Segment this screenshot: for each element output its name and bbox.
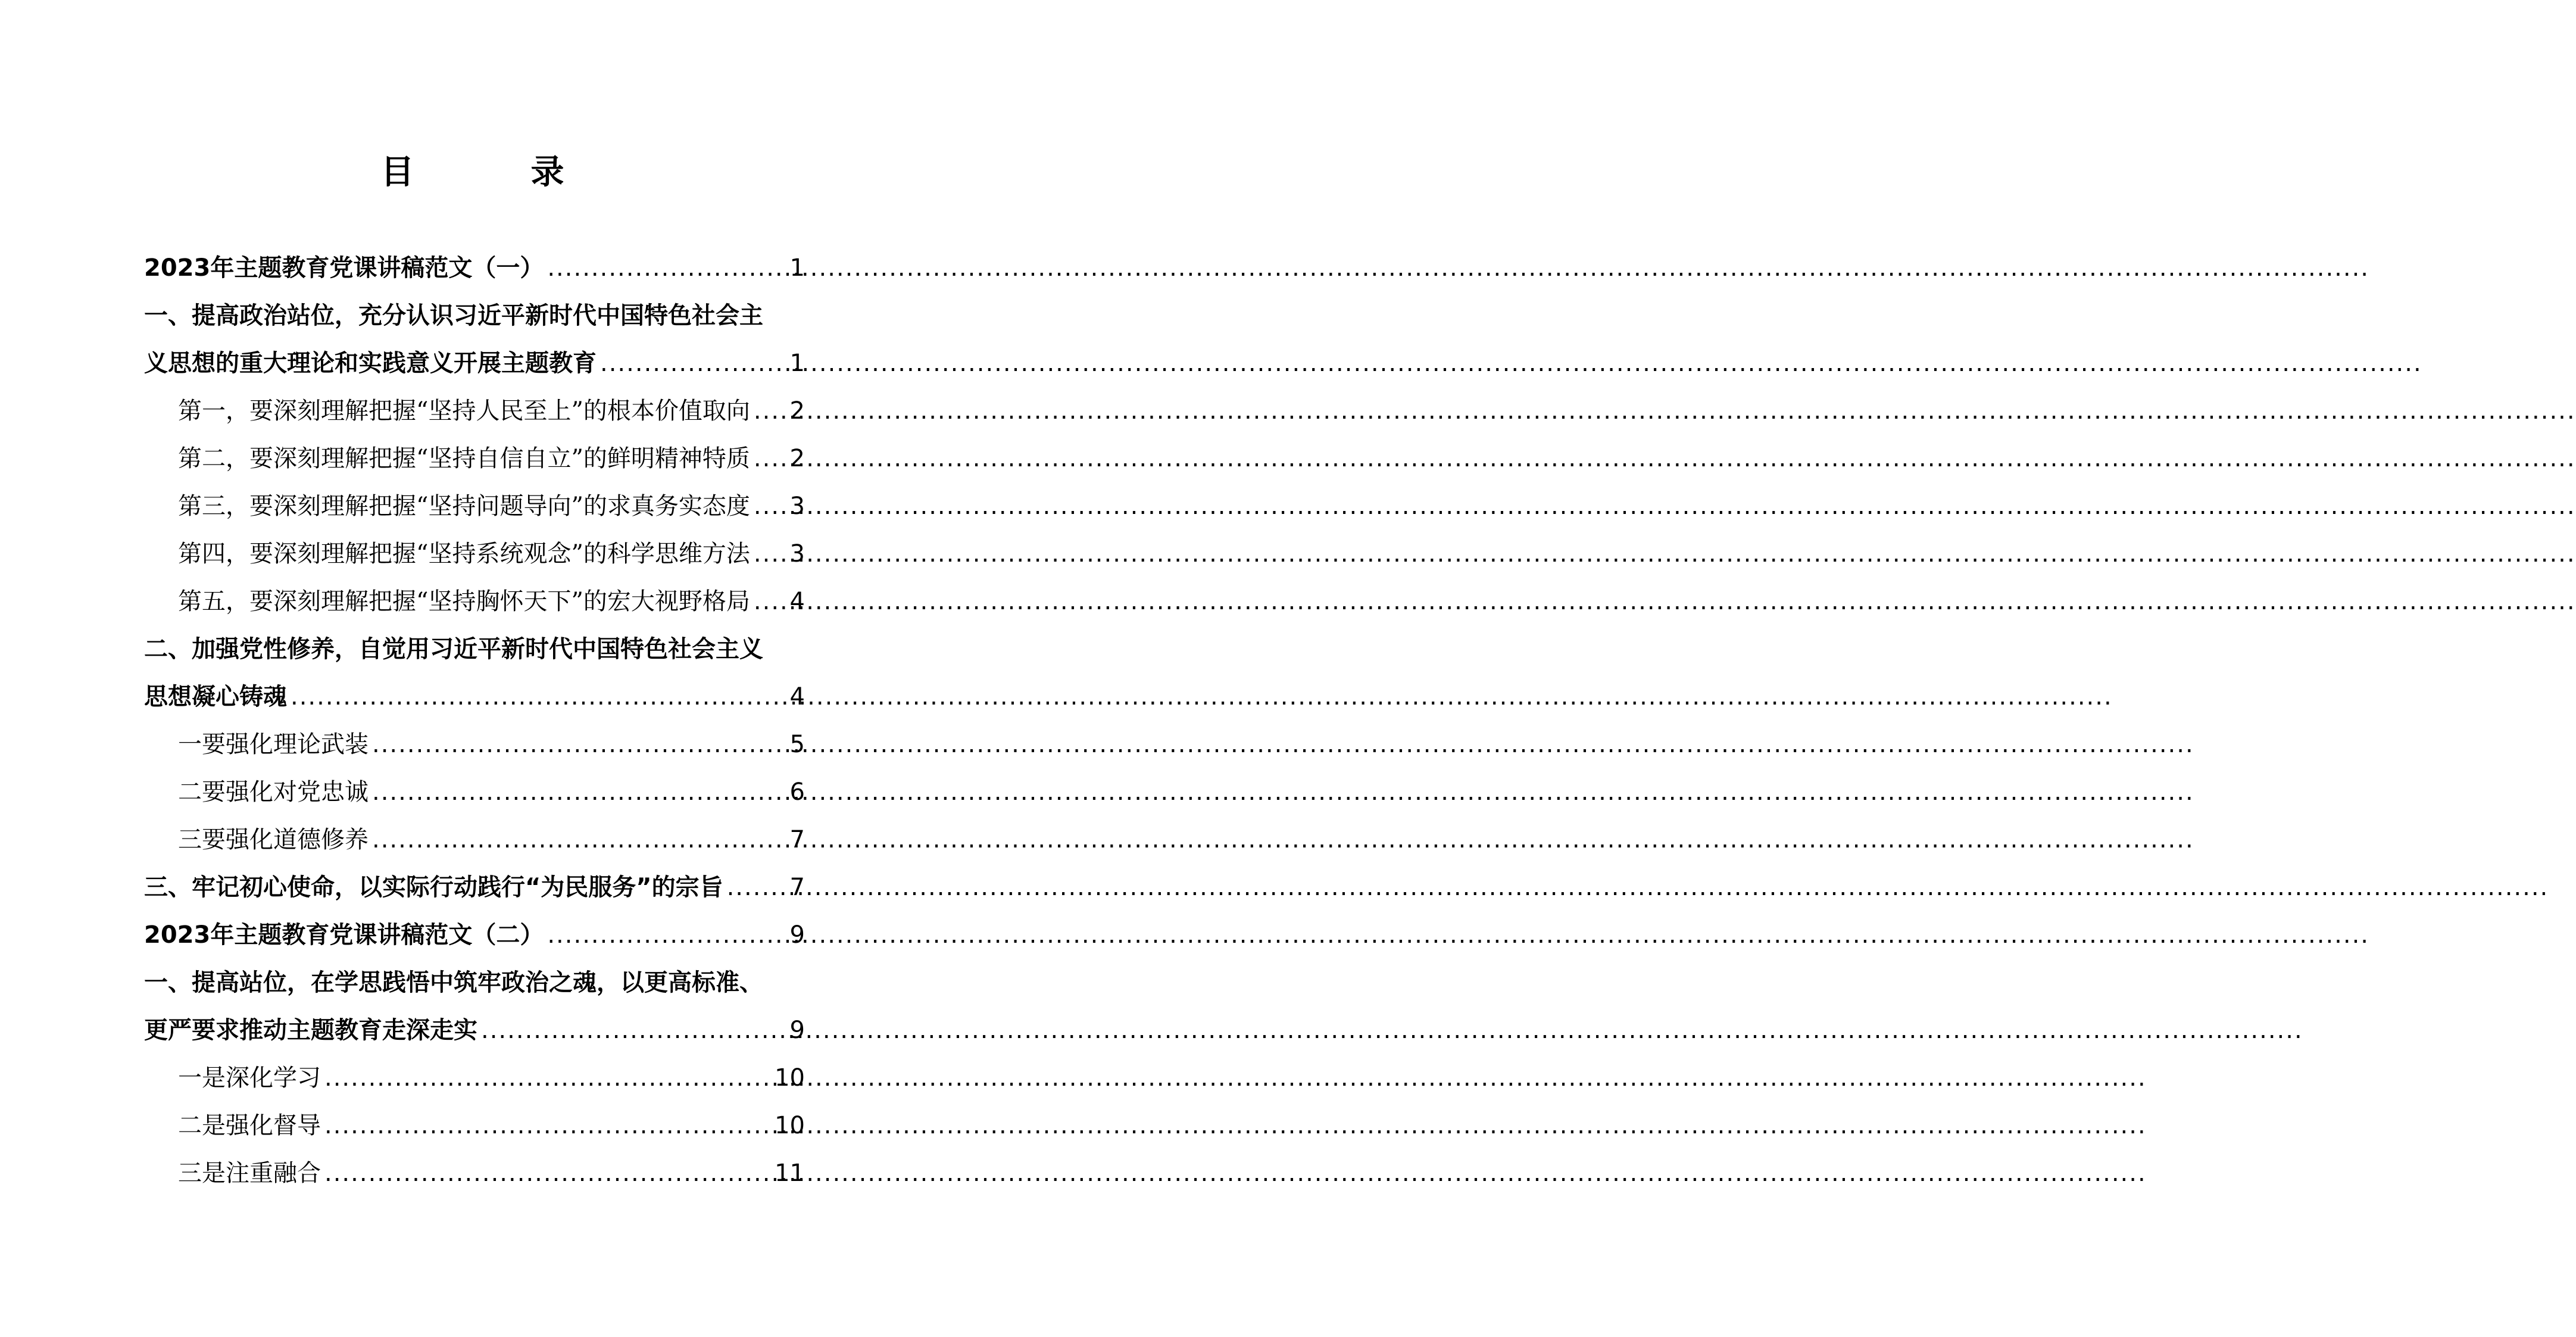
toc-dot-leader (321, 1149, 775, 1197)
toc-dot-leader (321, 1102, 775, 1149)
toc-entry-text: 更严要求推动主题教育走深走实 (144, 1017, 477, 1044)
toc-dot-leader (287, 673, 790, 721)
toc-dot-leader (750, 530, 790, 578)
toc-entry[interactable] (144, 816, 805, 864)
toc-page-number: 9 (789, 921, 805, 949)
toc-page-number: 3 (789, 493, 805, 520)
toc-list (144, 244, 805, 1197)
toc-entry[interactable] (144, 530, 805, 578)
toc-entry-text: 一、提高站位，在学思践悟中筑牢政治之魂，以更高标准、 (144, 969, 763, 996)
toc-entry[interactable] (144, 292, 805, 339)
toc-entry[interactable] (144, 387, 805, 435)
toc-dot-leader (750, 578, 790, 625)
toc-dot-leader (321, 1054, 775, 1102)
toc-entry-text: 2023年主题教育党课讲稿范文（二） (144, 921, 544, 949)
toc-entry-text: 一要强化理论武装 (178, 731, 369, 758)
toc-entry-text: 义思想的重大理论和实践意义开展主题教育 (144, 350, 597, 377)
toc-dot-leader (597, 339, 790, 387)
toc-page-number: 7 (789, 826, 805, 853)
toc-dot-leader (369, 816, 790, 864)
toc-dot-leader (544, 244, 789, 292)
toc-entry[interactable] (144, 673, 805, 721)
toc-page-number: 9 (789, 1017, 805, 1044)
toc-dot-leader (723, 864, 790, 911)
toc-entry[interactable] (144, 482, 805, 530)
toc-entry[interactable] (144, 1054, 805, 1102)
toc-entry-text: 二是强化督导 (178, 1112, 321, 1139)
toc-entry-text: 三、牢记初心使命，以实际行动践行“为民服务”的宗旨 (144, 874, 723, 901)
toc-page-number: 4 (789, 588, 805, 615)
toc-entry[interactable] (144, 1149, 805, 1197)
toc-entry-text: 二要强化对党忠诚 (178, 778, 369, 806)
toc-page-number: 2 (789, 445, 805, 472)
toc-entry[interactable] (144, 435, 805, 482)
toc-page-number: 1 (789, 254, 805, 282)
toc-entry[interactable] (144, 864, 805, 911)
toc-entry-text: 思想凝心铸魂 (144, 683, 287, 710)
toc-page-number: 11 (775, 1160, 805, 1187)
toc-entry-text: 一是深化学习 (178, 1064, 321, 1092)
toc-entry-text: 第五，要深刻理解把握“坚持胸怀天下”的宏大视野格局 (178, 588, 750, 615)
toc-entry-text: 第四，要深刻理解把握“坚持系统观念”的科学思维方法 (178, 540, 750, 568)
toc-dot-leader (750, 387, 790, 435)
toc-page-number: 2 (789, 397, 805, 425)
toc-dot-leader (369, 768, 790, 816)
toc-page-number: 6 (789, 778, 805, 806)
toc-entry[interactable] (144, 1102, 805, 1149)
toc-entry-text: 二、加强党性修养，自觉用习近平新时代中国特色社会主义 (144, 635, 763, 663)
toc-dot-leader (477, 1006, 790, 1054)
document-page (0, 0, 945, 1337)
toc-entry-text: 三要强化道德修养 (178, 826, 369, 853)
toc-entry[interactable] (144, 768, 805, 816)
toc-page-number: 10 (775, 1064, 805, 1092)
toc-entry[interactable] (144, 959, 805, 1006)
toc-entry-text: 2023年主题教育党课讲稿范文（一） (144, 254, 544, 282)
toc-page-number: 4 (789, 683, 805, 710)
toc-dot-leader (750, 482, 790, 530)
toc-entry[interactable] (144, 339, 805, 387)
toc-entry-text: 三是注重融合 (178, 1160, 321, 1187)
toc-entry[interactable] (144, 244, 805, 292)
toc-entry[interactable] (144, 721, 805, 768)
toc-dot-leader (369, 721, 790, 768)
toc-page-number: 3 (789, 540, 805, 568)
toc-entry[interactable] (144, 578, 805, 625)
toc-entry-text: 第三，要深刻理解把握“坚持问题导向”的求真务实态度 (178, 493, 750, 520)
toc-entry-text: 一、提高政治站位，充分认识习近平新时代中国特色社会主 (144, 302, 763, 329)
toc-entry[interactable] (144, 911, 805, 959)
toc-entry[interactable] (144, 625, 805, 673)
toc-page-number: 10 (775, 1112, 805, 1139)
toc-entry[interactable] (144, 1006, 805, 1054)
toc-entry-text: 第二，要深刻理解把握“坚持自信自立”的鲜明精神特质 (178, 445, 750, 472)
toc-dot-leader (544, 911, 789, 959)
toc-title: 目 录 (380, 153, 606, 192)
toc-dot-leader (750, 435, 790, 482)
toc-page-number: 1 (789, 350, 805, 377)
toc-page-number: 5 (789, 731, 805, 758)
toc-entry-text: 第一，要深刻理解把握“坚持人民至上”的根本价值取向 (178, 397, 750, 425)
toc-page-number: 7 (789, 874, 805, 901)
